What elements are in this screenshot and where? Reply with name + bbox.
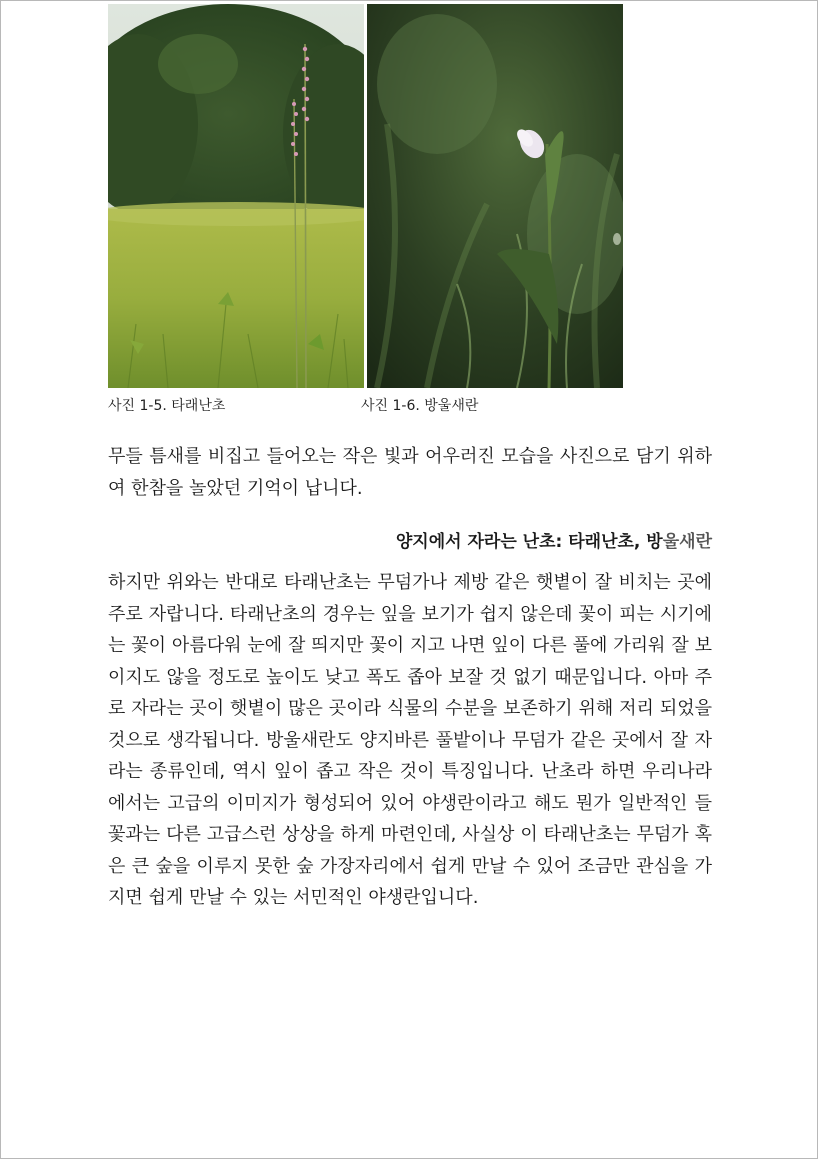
caption-figure-1-6: 사진 1-6. 방울새란 — [361, 398, 479, 414]
photo-pogonia — [367, 4, 623, 388]
photo-spiranthes — [108, 4, 364, 388]
intro-paragraph: 무들 틈새를 비집고 들어오는 작은 빛과 어우러진 모습을 사진으로 담기 위하여 한참을 놀았던 기억이 납니다. — [108, 446, 712, 499]
photo-spiranthes-image — [108, 4, 364, 388]
section-heading-main: 양지에서 자라는 난초: 타래난초, 방 — [395, 532, 663, 552]
body-paragraph: 하지만 위와는 반대로 타래난초는 무덤가나 제방 같은 햇볕이 잘 비치는 곳에 주로 자랍니다. 타래난초의 경우는 잎을 보기가 쉽지 않은데 꽃이 피는 시기에는 꽃이 아름다워 눈에 잘 띄지만 꽃이 지고 나면 잎이 다른 풀에 가리워 잘 보이지도 않을 정도로 높이도 낮고 폭도 좁아 보잘 것 없기 때문입니다. 아마 주로 자라는 곳이 햇볕이 많은 곳이라 식물의 수분을 보존하기 위해 저리 되었을 것으로 생각됩니다. 방울새란도 양지바른 풀밭이나 무덤가 같은 곳에서 잘 자라는 종류인데, 역시 잎이 좁고 작은 것이 특징입니다. 난초라 하면 우리나라에서는 고급의 이미지가 형성되어 있어 야생란이라고 해도 뭔가 일반적인 들꽃과는 다른 고급스런 상상을 하게 마련인데, 사실상 이 타래난초는 무덤가 혹은 큰 숲을 이루지 못한 숲 가장자리에서 쉽게 만날 수 있어 조금만 관심을 가지면 쉽게 만날 수 있는 서민적인 야생란입니다. — [108, 572, 712, 908]
section-heading-accent: 울새란 — [662, 532, 712, 552]
section-heading — [108, 527, 712, 552]
photo-pogonia-image — [367, 4, 623, 388]
caption-figure-1-5: 사진 1-5. 타래난초 — [108, 398, 226, 414]
